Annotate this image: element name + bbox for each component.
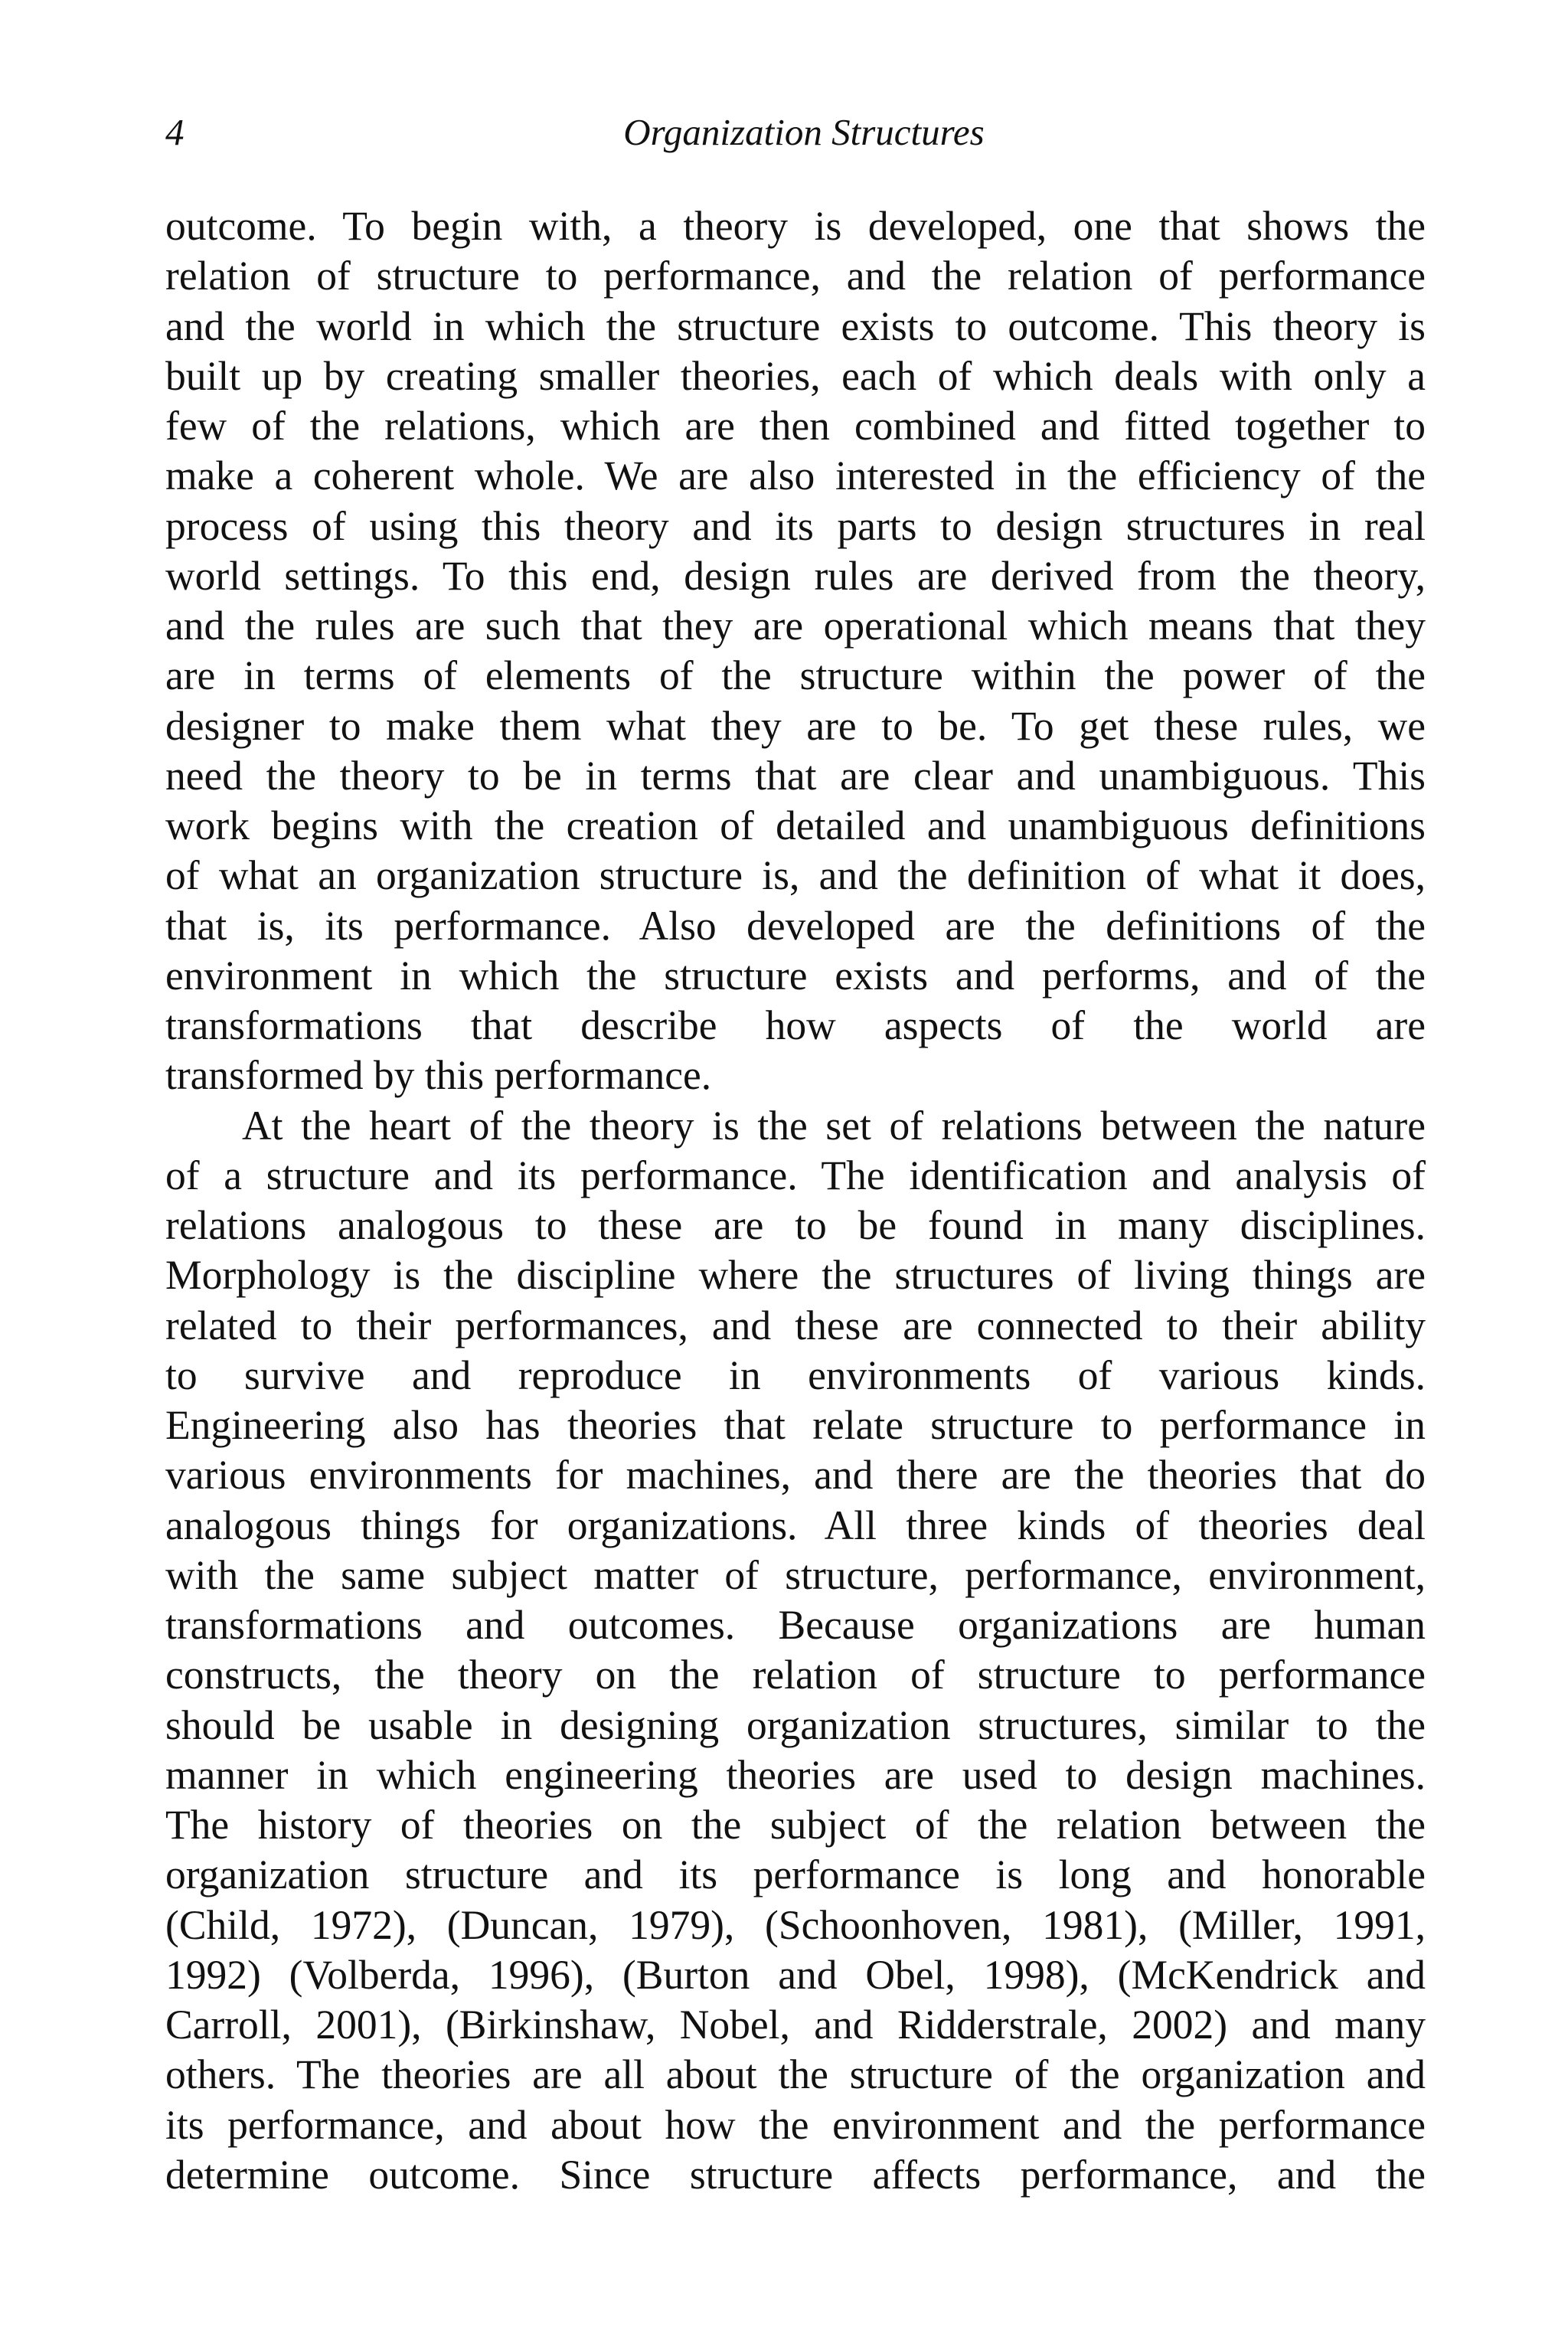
text-line: of what an organization structure is, and the definition of what it does,	[165, 852, 1426, 899]
text-line: constructs, the theory on the relation of structure to performance	[165, 1652, 1426, 1698]
text-line: organization structure and its performance is long and honorable	[165, 1852, 1426, 1898]
text-line: and the world in which the structure exists to outcome. This theory is	[165, 302, 1426, 349]
text-line: make a coherent whole. We are also interested in the efficiency of the	[165, 453, 1426, 499]
text-line: designer to make them what they are to be. To get these rules, we	[165, 702, 1426, 749]
paragraphs	[165, 201, 1426, 2200]
text-line: work begins with the creation of detailed and unambiguous definitions	[165, 802, 1426, 848]
text-line: process of using this theory and its parts to design structures in real	[165, 502, 1426, 549]
text-line: with the same subject matter of structure, performance, environment,	[165, 1551, 1426, 1598]
text-line: The history of theories on the subject of the relation between the	[165, 1802, 1426, 1848]
text-line: are in terms of elements of the structure within the power of the	[165, 652, 1426, 699]
text-line: (Child, 1972), (Duncan, 1979), (Schoonhoven, 1981), (Miller, 1991,	[165, 1901, 1426, 1948]
text-line: determine outcome. Since structure affects performance, and the	[165, 2151, 1426, 2198]
text-line: relations analogous to these are to be found in many disciplines.	[165, 1202, 1426, 1248]
text-line: of a structure and its performance. The identification and analysis of	[165, 1152, 1426, 1198]
text-line: its performance, and about how the environment and the performance	[165, 2101, 1426, 2148]
paragraph	[165, 1101, 1426, 2201]
text-line: analogous things for organizations. All three kinds of theories deal	[165, 1502, 1426, 1548]
text-line: transformations and outcomes. Because organizations are human	[165, 1602, 1426, 1648]
body-text	[165, 201, 1426, 2200]
text-line: Carroll, 2001), (Birkinshaw, Nobel, and Ridderstrale, 2002) and many	[165, 2002, 1426, 2048]
paragraph	[165, 201, 1426, 1101]
text-line: world settings. To this end, design rules are derived from the theory,	[165, 552, 1426, 599]
text-line: need the theory to be in terms that are clear and unambiguous. This	[165, 752, 1426, 799]
text-line: to survive and reproduce in environments of various kinds.	[165, 1352, 1426, 1398]
text-line: manner in which engineering theories are used to design machines.	[165, 1751, 1426, 1798]
running-header	[165, 106, 1426, 159]
text-line: others. The theories are all about the structure of the organization and	[165, 2051, 1426, 2098]
text-line: related to their performances, and these are connected to their ability	[165, 1302, 1426, 1348]
text-line: and the rules are such that they are operational which means that they	[165, 603, 1426, 649]
text-line: outcome. To begin with, a theory is developed, one that shows the	[165, 203, 1426, 249]
running-title: Organization Structures	[623, 111, 985, 153]
text-line: few of the relations, which are then combined and fitted together to	[165, 403, 1426, 449]
text-line: that is, its performance. Also developed are the definitions of the	[165, 902, 1426, 949]
text-line: Engineering also has theories that relate structure to performance in	[165, 1402, 1426, 1448]
text-line: built up by creating smaller theories, each of which deals with only a	[165, 352, 1426, 399]
text-line: At the heart of the theory is the set of relations between the nature	[242, 1102, 1426, 1149]
text-line: should be usable in designing organization structures, similar to the	[165, 1701, 1426, 1748]
text-line: relation of structure to performance, and the relation of performance	[165, 253, 1426, 299]
page-number: 4	[165, 111, 185, 153]
text-line: environment in which the structure exists and performs, and of the	[165, 952, 1426, 999]
text-line: transformed by this performance.	[165, 1052, 712, 1099]
text-line: 1992) (Volberda, 1996), (Burton and Obel, 1998), (McKendrick and	[165, 1951, 1426, 1998]
text-line: transformations that describe how aspects of the world are	[165, 1002, 1426, 1048]
text-line: Morphology is the discipline where the structures of living things are	[165, 1252, 1426, 1299]
text-line: various environments for machines, and there are the theories that do	[165, 1452, 1426, 1499]
